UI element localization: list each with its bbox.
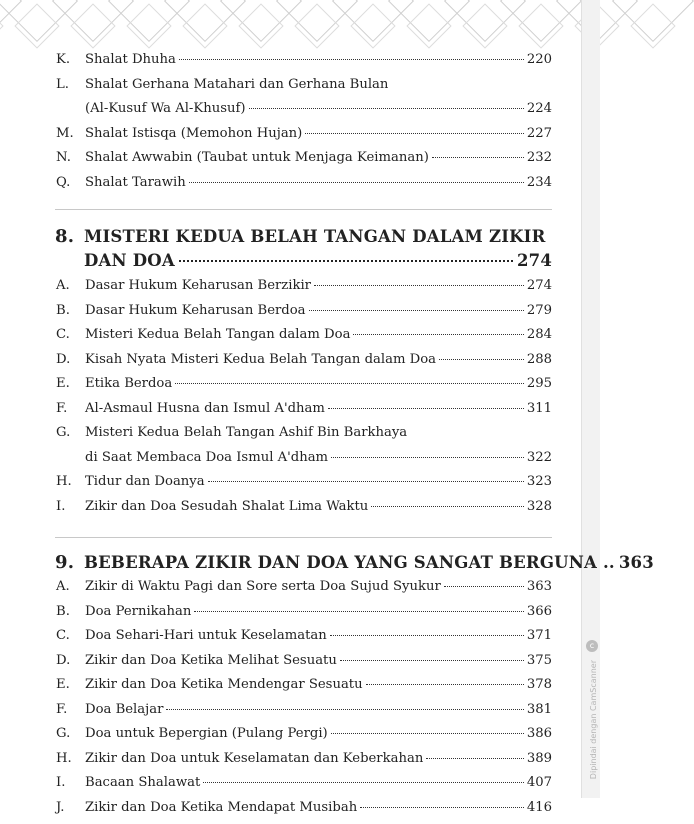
toc-entry <box>55 77 552 102</box>
entry-title: di Saat Membaca Doa Ismul A'dham <box>85 450 328 465</box>
leader-dots <box>189 182 524 183</box>
entry-page: 227 <box>527 126 552 141</box>
section-divider <box>55 537 552 538</box>
entry-title: Al-Asmaul Husna dan Ismul A'dham <box>85 401 325 416</box>
chapter-9-items <box>55 579 552 824</box>
entry-page: 220 <box>527 52 552 67</box>
entry-page: 322 <box>527 450 552 465</box>
entry-title: Zikir dan Doa Ketika Mendengar Sesuatu <box>85 677 363 692</box>
scanner-watermark: Dipindai dengan CamScanner <box>589 660 598 779</box>
entry-title: Shalat Istisqa (Memohon Hujan) <box>85 126 302 141</box>
entry-title: Misteri Kedua Belah Tangan Ashif Bin Barkhaya <box>85 425 407 440</box>
entry-title: Tidur dan Doanya <box>85 474 205 489</box>
entry-letter: F. <box>55 401 85 416</box>
entry-page: 274 <box>527 278 552 293</box>
leader-dots <box>208 481 524 482</box>
entry-letter: D. <box>55 352 85 367</box>
entry-page: 407 <box>527 775 552 790</box>
leader-dots <box>330 635 524 636</box>
entry-title: (Al-Kusuf Wa Al-Khusuf) <box>85 101 246 116</box>
toc-entry <box>55 327 552 352</box>
toc-entry <box>55 604 552 629</box>
entry-letter: E. <box>55 677 85 692</box>
leader-dots <box>314 285 524 286</box>
entry-page: 381 <box>527 702 552 717</box>
entry-page: 378 <box>527 677 552 692</box>
entry-page: 366 <box>527 604 552 619</box>
entry-title: Doa untuk Bepergian (Pulang Pergi) <box>85 726 328 741</box>
toc-entry <box>55 425 552 450</box>
entry-title: Kisah Nyata Misteri Kedua Belah Tangan dalam Doa <box>85 352 436 367</box>
chapter-9 <box>55 552 552 824</box>
chapter-heading-cont <box>55 251 552 276</box>
toc-entry <box>55 126 552 151</box>
toc-entry <box>55 278 552 303</box>
entry-title: Doa Pernikahan <box>85 604 191 619</box>
toc-entry <box>55 579 552 604</box>
entry-page: 363 <box>527 579 552 594</box>
entry-page: 389 <box>527 751 552 766</box>
toc-entry <box>55 775 552 800</box>
leader-dots <box>305 133 524 134</box>
entry-title: Zikir dan Doa Ketika Mendapat Musibah <box>85 800 357 815</box>
entry-letter: A. <box>55 579 85 594</box>
leader-dots <box>194 611 523 612</box>
toc-entry <box>55 401 552 426</box>
toc-entry <box>55 726 552 751</box>
leader-dots <box>340 660 524 661</box>
toc-entry <box>55 303 552 328</box>
entry-letter: A. <box>55 278 85 293</box>
entry-letter: G. <box>55 425 85 440</box>
entry-title: Shalat Awwabin (Taubat untuk Menjaga Keimanan) <box>85 150 429 165</box>
entry-page: 234 <box>527 175 552 190</box>
toc-entry <box>55 474 552 499</box>
entry-title: Shalat Gerhana Matahari dan Gerhana Bulan <box>85 77 388 92</box>
toc-entry <box>55 150 552 175</box>
chapter-heading <box>55 226 552 251</box>
entry-letter: F. <box>55 702 85 717</box>
entry-letter: N. <box>55 150 85 165</box>
leader-dots <box>371 506 524 507</box>
entry-page: 323 <box>527 474 552 489</box>
entry-page: 371 <box>527 628 552 643</box>
entry-page: 386 <box>527 726 552 741</box>
leader-dots <box>439 359 524 360</box>
entry-letter: B. <box>55 303 85 318</box>
entry-letter: C. <box>55 327 85 342</box>
entry-letter: I. <box>55 775 85 790</box>
toc-entry <box>55 101 552 126</box>
toc-entry <box>55 751 552 776</box>
entry-page: 311 <box>527 401 552 416</box>
chapter-heading <box>55 552 552 577</box>
entry-page: 328 <box>527 499 552 514</box>
leader-dots <box>444 586 524 587</box>
entry-title: Zikir dan Doa Sesudah Shalat Lima Waktu <box>85 499 368 514</box>
chapter-title: DAN DOA <box>84 251 175 270</box>
entry-title: Etika Berdoa <box>85 376 172 391</box>
toc-entry <box>55 376 552 401</box>
entry-letter: E. <box>55 376 85 391</box>
entry-title: Dasar Hukum Keharusan Berzikir <box>85 278 311 293</box>
entry-letter: J. <box>55 800 85 815</box>
entry-page: 284 <box>527 327 552 342</box>
leader-dots <box>166 709 523 710</box>
entry-letter: L. <box>55 77 85 92</box>
toc-entry <box>55 450 552 475</box>
toc-entry <box>55 628 552 653</box>
entry-title: Doa Belajar <box>85 702 163 717</box>
chapter-page: 363 <box>619 553 654 572</box>
entry-page: 279 <box>527 303 552 318</box>
entry-letter: H. <box>55 474 85 489</box>
table-of-contents <box>55 52 552 824</box>
entry-letter: I. <box>55 499 85 514</box>
entry-title: Bacaan Shalawat <box>85 775 200 790</box>
leader-dots <box>179 59 524 60</box>
entry-title: Shalat Tarawih <box>85 175 186 190</box>
ornamental-header <box>0 0 600 50</box>
chapter-number: 8. <box>55 226 84 247</box>
toc-entry <box>55 499 552 524</box>
leader-dots <box>426 758 524 759</box>
entry-title: Zikir dan Doa untuk Keselamatan dan Keberkahan <box>85 751 423 766</box>
entry-page: 232 <box>527 150 552 165</box>
toc-entry <box>55 653 552 678</box>
chapter-8 <box>55 226 552 523</box>
leader-dots <box>360 807 524 808</box>
toc-entry <box>55 800 552 824</box>
entry-title: Dasar Hukum Keharusan Berdoa <box>85 303 306 318</box>
entry-letter: M. <box>55 126 85 141</box>
leader-dots <box>309 310 524 311</box>
toc-entry <box>55 175 552 200</box>
entry-page: 416 <box>527 800 552 815</box>
chapter-title: MISTERI KEDUA BELAH TANGAN DALAM ZIKIR <box>84 227 545 246</box>
entry-letter: C. <box>55 628 85 643</box>
scanner-margin <box>581 0 600 798</box>
leader-dots <box>175 383 524 384</box>
leader-dots <box>353 334 523 335</box>
leader-dots <box>432 157 524 158</box>
entry-letter: Q. <box>55 175 85 190</box>
chapter-number: 9. <box>55 552 84 573</box>
leader-dots <box>331 733 524 734</box>
camscanner-icon: c <box>586 640 598 652</box>
section-top-list <box>55 52 552 199</box>
entry-title: Zikir di Waktu Pagi dan Sore serta Doa Sujud Syukur <box>85 579 441 594</box>
chapter-8-items <box>55 278 552 523</box>
entry-page: 288 <box>527 352 552 367</box>
leader-dots <box>203 782 524 783</box>
leader-dots <box>331 457 524 458</box>
entry-page: 375 <box>527 653 552 668</box>
entry-title: Misteri Kedua Belah Tangan dalam Doa <box>85 327 350 342</box>
entry-letter: K. <box>55 52 85 67</box>
entry-letter: G. <box>55 726 85 741</box>
leader-dots <box>249 108 524 109</box>
toc-entry <box>55 702 552 727</box>
chapter-page: 274 <box>517 251 552 270</box>
entry-title: Zikir dan Doa Ketika Melihat Sesuatu <box>85 653 337 668</box>
toc-entry <box>55 677 552 702</box>
leader-dots <box>328 408 524 409</box>
section-divider <box>55 209 552 210</box>
chapter-title: BEBERAPA ZIKIR DAN DOA YANG SANGAT BERGUNA .. <box>84 553 615 572</box>
toc-entry <box>55 352 552 377</box>
entry-letter: D. <box>55 653 85 668</box>
leader-dots <box>366 684 524 685</box>
entry-page: 295 <box>527 376 552 391</box>
toc-entry <box>55 52 552 77</box>
entry-title: Doa Sehari-Hari untuk Keselamatan <box>85 628 327 643</box>
entry-page: 224 <box>527 101 552 116</box>
entry-title: Shalat Dhuha <box>85 52 176 67</box>
entry-letter: H. <box>55 751 85 766</box>
leader-dots <box>179 260 513 262</box>
entry-letter: B. <box>55 604 85 619</box>
